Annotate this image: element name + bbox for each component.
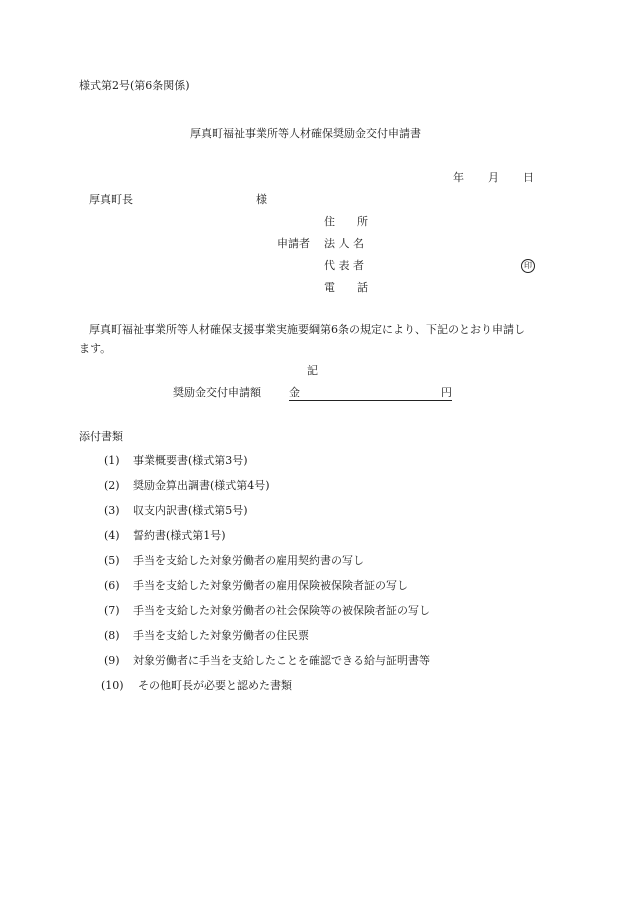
body-text-line2: ます。	[79, 342, 112, 355]
attachment-text-7: 手当を支給した対象労働者の社会保険等の被保険者証の写し	[133, 604, 430, 617]
attachment-text-5: 手当を支給した対象労働者の雇用契約書の写し	[133, 554, 364, 567]
attachment-num-6: (6)	[104, 579, 120, 592]
attachment-num-4: (4)	[104, 529, 120, 542]
addressee-honorific: 様	[256, 193, 267, 206]
applicant-rep-label: 代 表 者	[324, 259, 364, 272]
ki-heading: 記	[307, 364, 318, 377]
date-year: 年	[453, 171, 464, 184]
attachment-num-2: (2)	[104, 479, 120, 492]
attachment-num-9: (9)	[104, 654, 120, 667]
attachment-num-3: (3)	[104, 504, 120, 517]
attachment-text-2: 奨励金算出調書(様式第4号)	[133, 479, 270, 492]
seal-icon: 印	[521, 259, 535, 273]
addressee-name: 厚真町長	[89, 193, 133, 206]
attachment-text-10: その他町長が必要と認めた書類	[138, 679, 292, 692]
attachment-text-4: 誓約書(様式第1号)	[133, 529, 226, 542]
attachment-text-3: 収支内訳書(様式第5号)	[133, 504, 248, 517]
attachment-num-1: (1)	[104, 454, 120, 467]
attachment-text-8: 手当を支給した対象労働者の住民票	[133, 629, 309, 642]
attachment-text-1: 事業概要書(様式第3号)	[133, 454, 248, 467]
applicant-label: 申請者	[277, 237, 310, 250]
amount-prefix: 金	[289, 386, 300, 399]
attachment-text-6: 手当を支給した対象労働者の雇用保険被保険者証の写し	[133, 579, 408, 592]
amount-field	[289, 386, 452, 401]
date-month: 月	[488, 171, 499, 184]
attachment-num-5: (5)	[104, 554, 120, 567]
form-number: 様式第2号(第6条関係)	[79, 79, 190, 92]
date-day: 日	[523, 171, 534, 184]
amount-unit: 円	[441, 386, 452, 399]
applicant-corp-label: 法 人 名	[324, 237, 364, 250]
applicant-tel-label: 電 話	[324, 281, 368, 294]
attachment-num-8: (8)	[104, 629, 120, 642]
body-text-line1: 厚真町福祉事業所等人材確保支援事業実施要綱第6条の規定により、下記のとおり申請し	[89, 323, 525, 336]
document-title: 厚真町福祉事業所等人材確保奨励金交付申請書	[190, 127, 421, 140]
attachment-num-10: (10)	[101, 679, 124, 692]
applicant-address-label: 住 所	[324, 215, 368, 228]
amount-label: 奨励金交付申請額	[173, 386, 261, 399]
attachment-num-7: (7)	[104, 604, 120, 617]
attachment-text-9: 対象労働者に手当を支給したことを確認できる給与証明書等	[133, 654, 430, 667]
attachments-heading: 添付書類	[79, 430, 123, 443]
